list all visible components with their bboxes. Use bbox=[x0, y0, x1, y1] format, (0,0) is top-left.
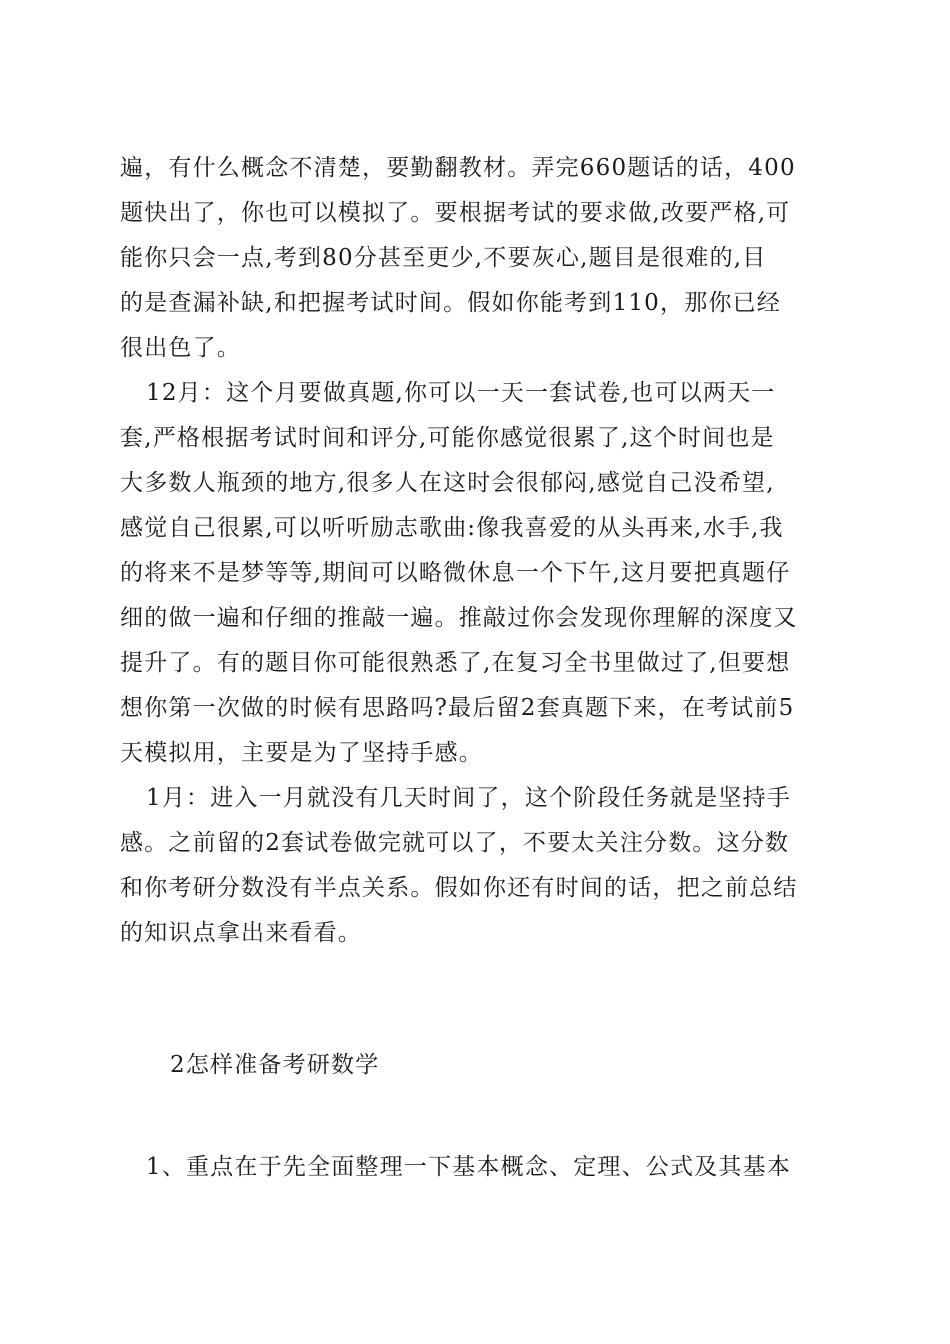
paragraph-2-line: 提升了。有的题目你可能很熟悉了,在复习全书里做过了,但要想 bbox=[120, 650, 791, 676]
paragraph-2-line: 细的做一遍和仔细的推敲一遍。推敲过你会发现你理解的深度又 bbox=[120, 605, 798, 631]
paragraph-3-line: 感。之前留的2套试卷做完就可以了，不要太关注分数。这分数 bbox=[120, 830, 790, 856]
paragraph-1-line: 遍，有什么概念不清楚，要勤翻教材。弄完660题话的话，400 bbox=[120, 155, 796, 181]
paragraph-2-line: 大多数人瓶颈的地方,很多人在这时会很郁闷,感觉自己没希望, bbox=[120, 470, 775, 496]
paragraph-3-line: 1月：进入一月就没有几天时间了，这个阶段任务就是坚持手 bbox=[146, 785, 792, 811]
paragraph-1-line: 很出色了。 bbox=[120, 335, 241, 361]
paragraph-1-line: 能你只会一点,考到80分甚至更少,不要灰心,题目是很难的,目 bbox=[120, 245, 767, 271]
section-heading: 2怎样准备考研数学 bbox=[170, 1052, 380, 1078]
paragraph-2-line: 套,严格根据考试时间和评分,可能你感觉很累了,这个时间也是 bbox=[120, 425, 775, 451]
paragraph-2-line: 想你第一次做的时候有思路吗?最后留2套真题下来，在考试前5 bbox=[120, 695, 795, 721]
paragraph-1-line: 题快出了，你也可以模拟了。要根据考试的要求做,改要严格,可 bbox=[120, 200, 791, 226]
paragraph-4-line: 1、重点在于先全面整理一下基本概念、定理、公式及其基本 bbox=[146, 1154, 792, 1180]
paragraph-2-line: 12月：这个月要做真题,你可以一天一套试卷,也可以两天一 bbox=[146, 380, 776, 406]
paragraph-3-line: 和你考研分数没有半点关系。假如你还有时间的话，把之前总结 bbox=[120, 875, 798, 901]
paragraph-1-line: 的是查漏补缺,和把握考试时间。假如你能考到110，那你已经 bbox=[120, 290, 782, 316]
paragraph-2-line: 的将来不是梦等等,期间可以略微休息一个下午,这月要把真题仔 bbox=[120, 560, 791, 586]
paragraph-3-line: 的知识点拿出来看看。 bbox=[120, 920, 362, 946]
paragraph-2-line: 天模拟用，主要是为了坚持手感。 bbox=[120, 740, 483, 766]
paragraph-2-line: 感觉自己很累,可以听听励志歌曲:像我喜爱的从头再来,水手,我 bbox=[120, 515, 784, 541]
